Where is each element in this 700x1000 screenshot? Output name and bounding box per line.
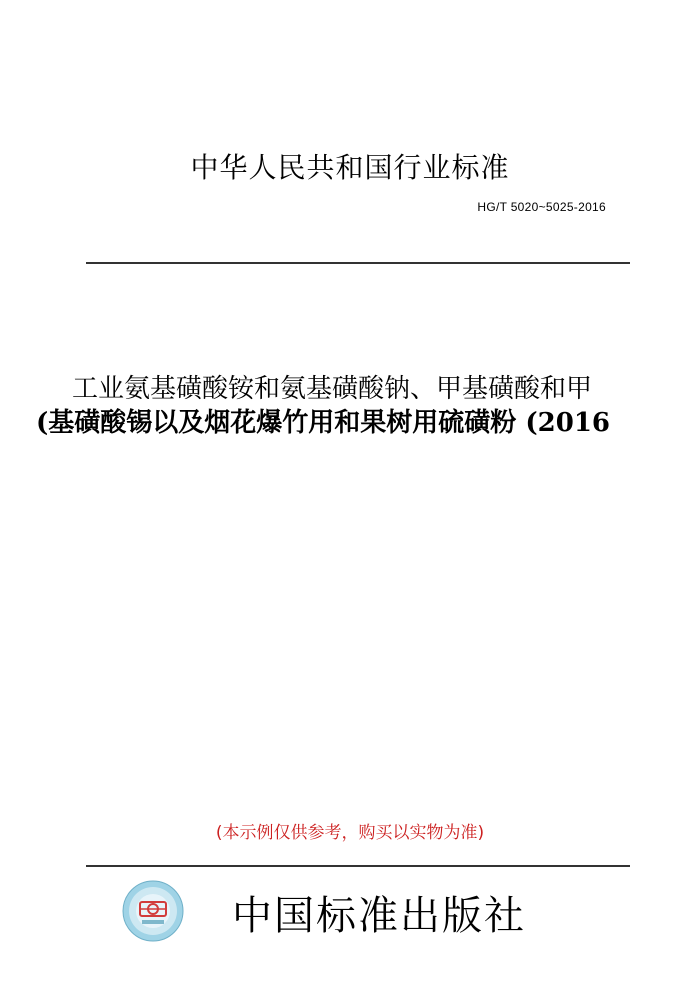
bottom-divider: [86, 865, 630, 867]
publisher-seal-icon: [122, 880, 184, 942]
publisher-name: 中国标准出版社: [232, 893, 526, 939]
document-title-line-2: (基磺酸锡以及烟花爆竹用和果树用硫磺粉 (2016: [36, 408, 611, 438]
sample-notice: (本示例仅供参考，购买以实物为准): [215, 823, 485, 843]
document-title-line-1: 工业氨基磺酸铵和氨基磺酸钠、甲基磺酸和甲: [72, 374, 593, 404]
standard-header-title: 中华人民共和国行业标准: [190, 151, 510, 184]
standard-code: HG/T 5020~5025-2016: [477, 200, 606, 214]
top-divider: [86, 262, 630, 264]
document-title: [0, 372, 700, 440]
